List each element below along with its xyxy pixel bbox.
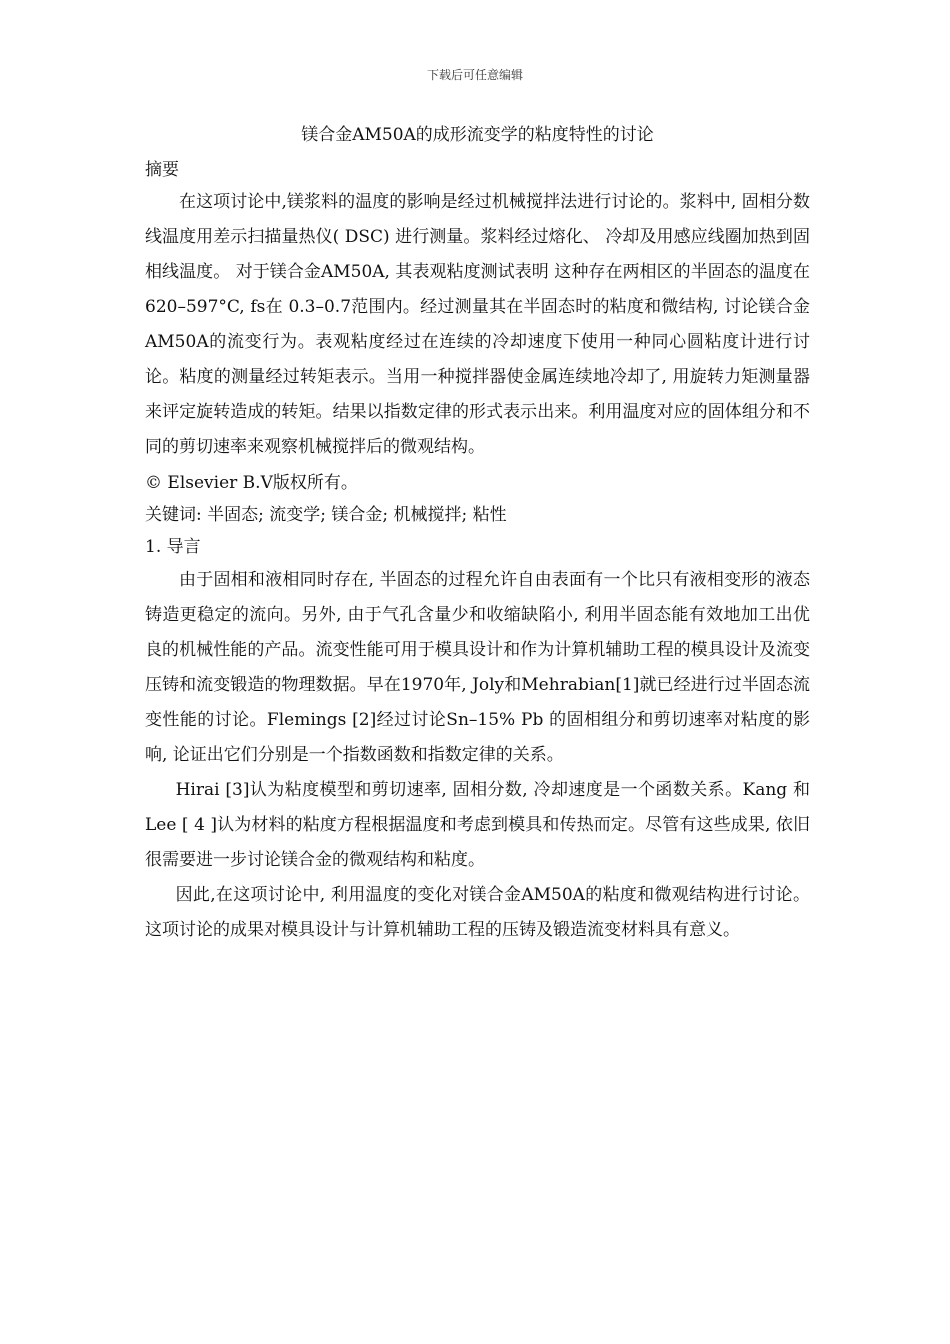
- intro-paragraph-1: 由于固相和液相同时存在, 半固态的过程允许自由表面有一个比只有液相变形的液态铸造更稳定的流向。另外, 由于气孔含量少和收缩缺陷小, 利用半固态能有效地加工出优良的机械性能的产品。流变性能可用于模具设计和作为计算机辅助工程的模具设计及流变压铸和流变锻造的物理数据。早在1970年, Joly和Mehrabian[1]就已经进行过半固态流变性能的讨论。Flemings [2]经过讨论Sn–15% Pb 的固相组分和剪切速率对粘度的影响, 论证出它们分别是一个指数函数和指数定律的关系。: [145, 570, 810, 765]
- intro-paragraph-3: 因此,在这项讨论中, 利用温度的变化对镁合金AM50A的粘度和微观结构进行讨论。这项讨论的成果对模具设计与计算机辅助工程的压铸及锻造流变材料具有意义。: [145, 885, 810, 940]
- copyright-line: © Elsevier B.V版权所有。: [145, 473, 358, 493]
- abstract-paragraph: 在这项讨论中,镁浆料的温度的影响是经过机械搅拌法进行讨论的。浆料中, 固相分数线温度用差示扫描量热仪( DSC) 进行测量。浆料经过熔化、 冷却及用感应线圈加热到固相线温度。 对于镁合金AM50A, 其表观粘度测试表明 这种存在两相区的半固态的温度在620–597°C, fs在 0.3–0.7范围内。经过测量其在半固态时的粘度和微结构, 讨论镁合金AM50A的流变行为。表观粘度经过在连续的冷却速度下使用一种同心圆粘度计进行讨论。粘度的测量经过转矩表示。当用一种搅拌器使金属连续地冷却了, 用旋转力矩测量器来评定旋转造成的转矩。结果以指数定律的形式表示出来。利用温度对应的固体组分和不同的剪切速率来观察机械搅拌后的微观结构。: [145, 192, 810, 457]
- keywords-line: 关键词: 半固态; 流变学; 镁合金; 机械搅拌; 粘性: [145, 505, 507, 525]
- abstract-heading: 摘要: [145, 160, 179, 180]
- page-header: 下载后可任意编辑: [426, 68, 523, 82]
- document-title: 镁合金AM50A的成形流变学的粘度特性的讨论: [301, 125, 654, 145]
- section-heading-introduction: 1. 导言: [145, 537, 201, 557]
- document-body: [145, 120, 810, 948]
- intro-paragraph-2: Hirai [3]认为粘度模型和剪切速率, 固相分数, 冷却速度是一个函数关系。Kang 和 Lee [ 4 ]认为材料的粘度方程根据温度和考虑到模具和传热而定。尽管有这些成果, 依旧很需要进一步讨论镁合金的微观结构和粘度。: [145, 780, 810, 870]
